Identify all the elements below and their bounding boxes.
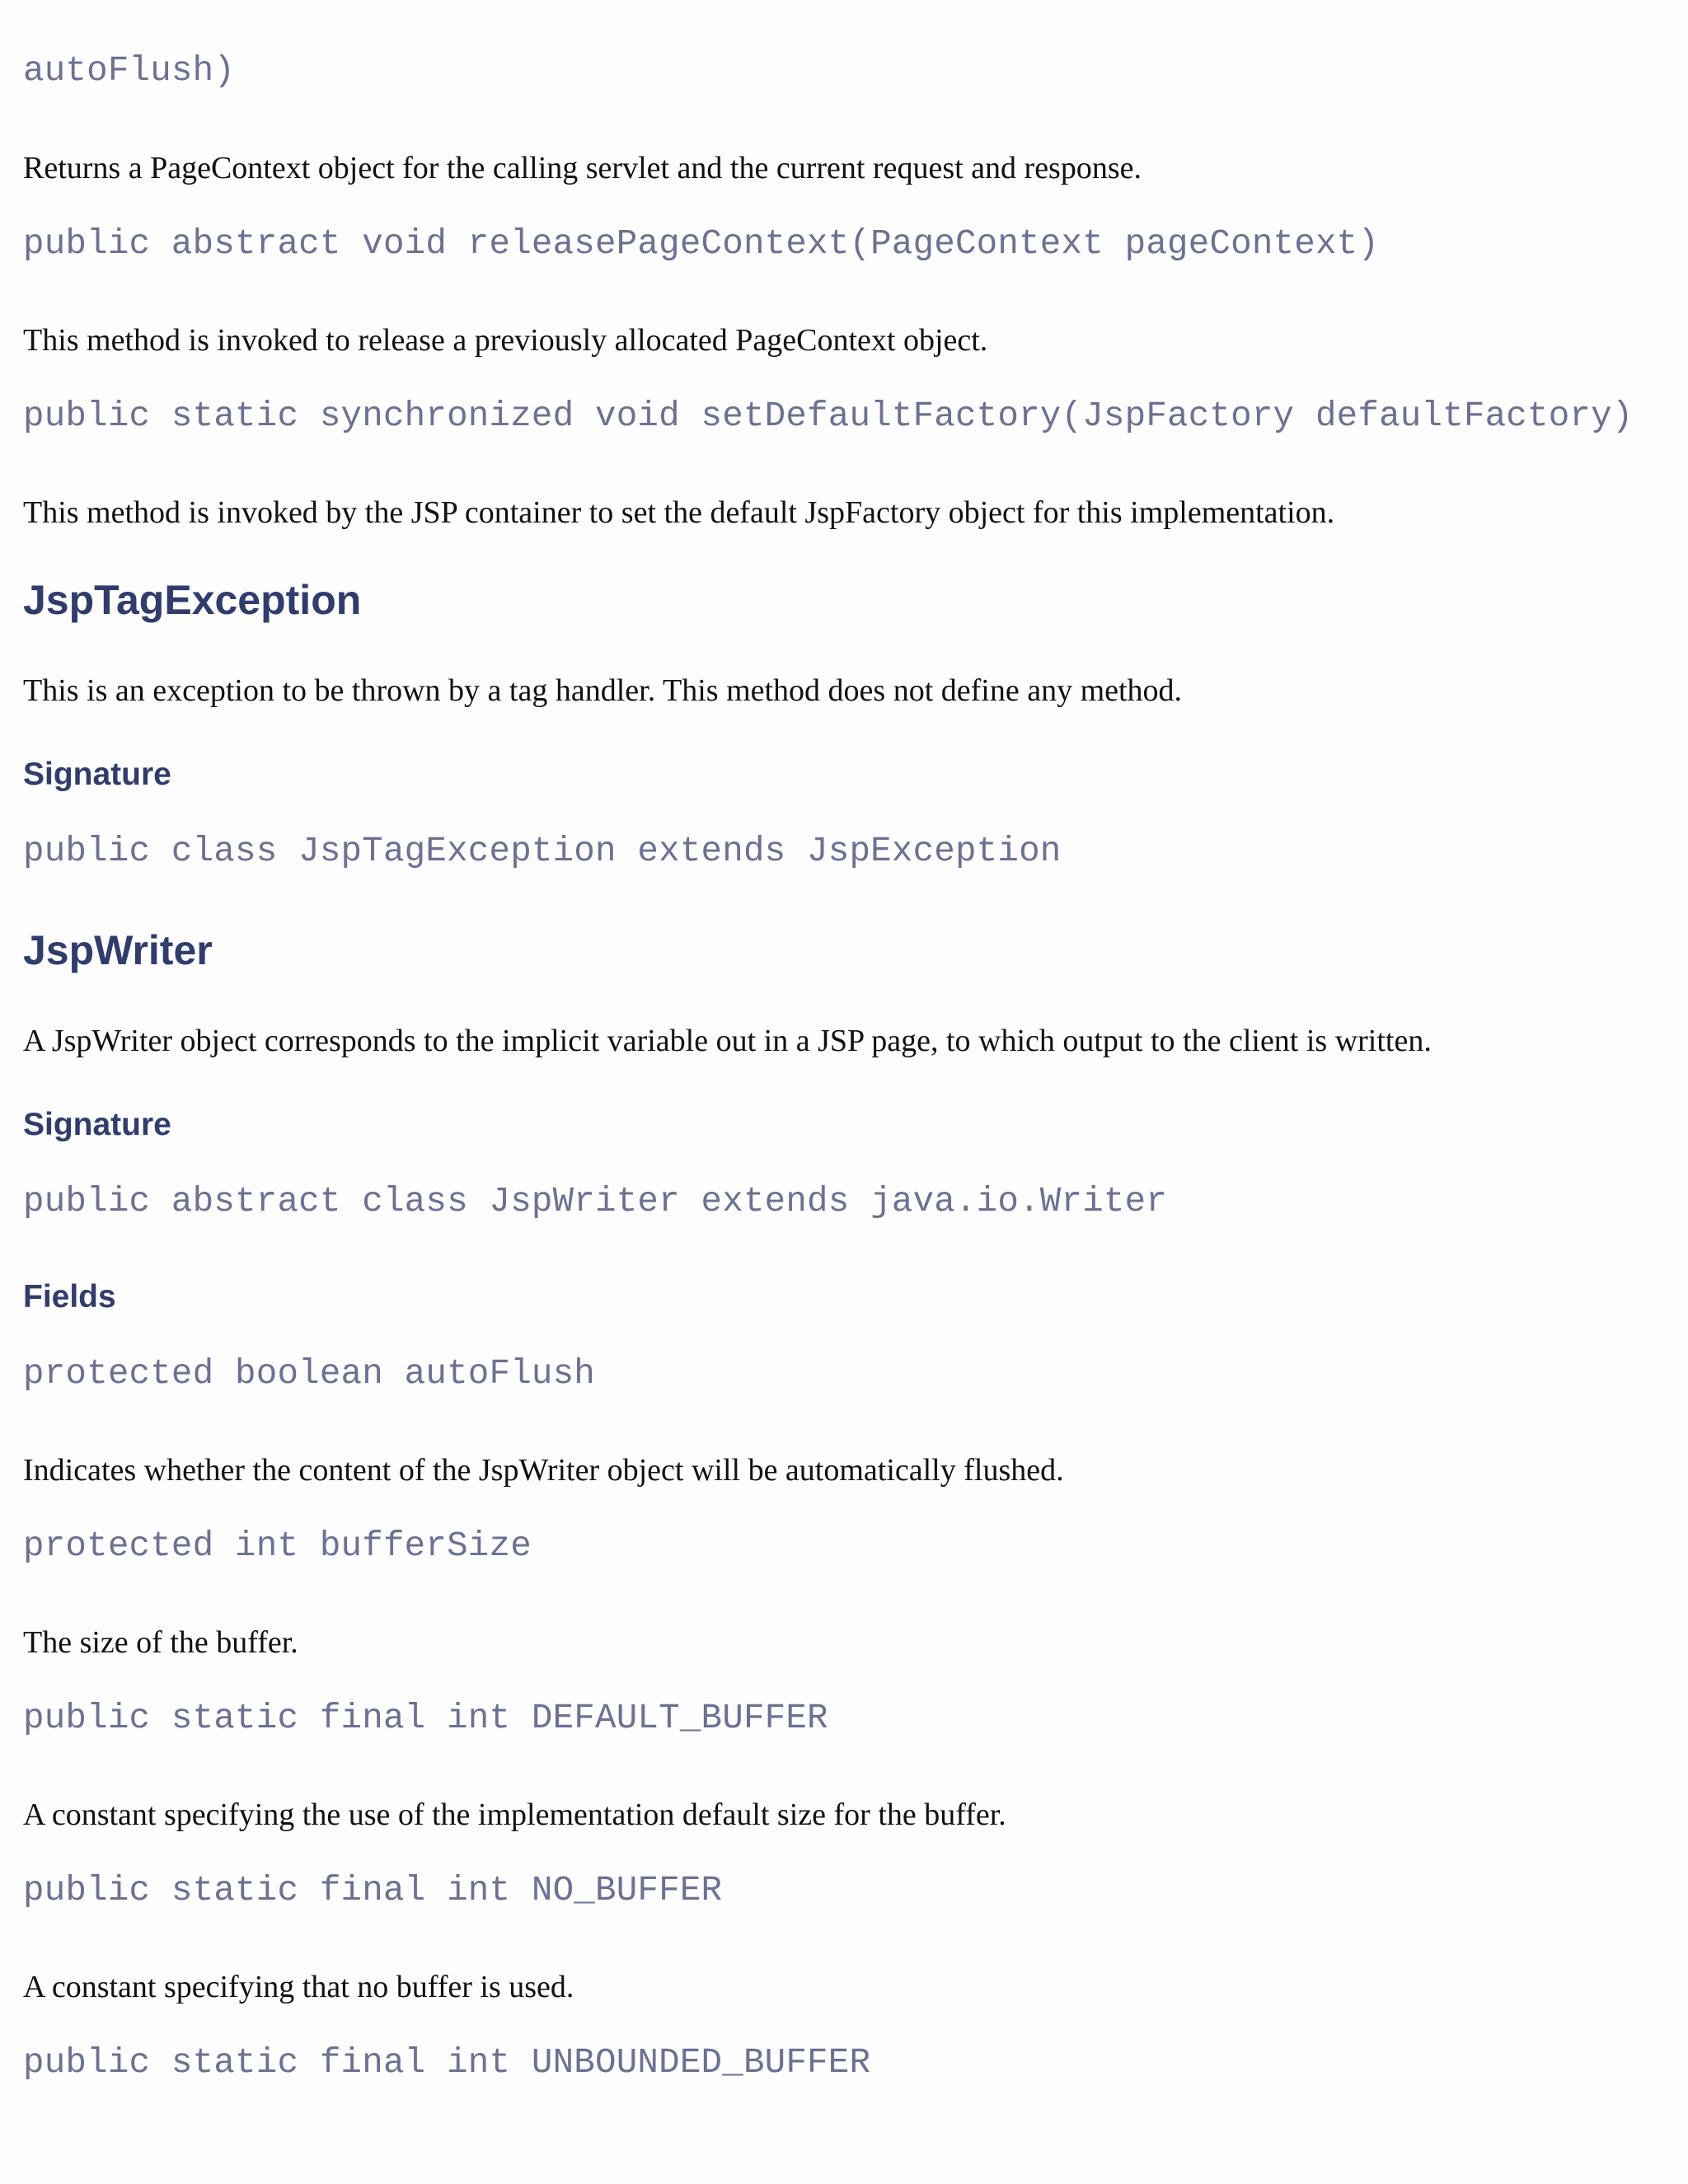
subheading-signature-tag-exception: Signature xyxy=(23,757,171,792)
code-field-buffersize: protected int bufferSize xyxy=(23,1526,532,1566)
desc-field-no-buffer: A constant specifying that no buffer is used. xyxy=(23,1970,574,2004)
code-autoflush-tail: autoFlush) xyxy=(23,51,236,91)
desc-jsp-writer: A JspWriter object corresponds to the implicit variable out in a JSP page, to which output to the client is written. xyxy=(23,1024,1432,1058)
desc-jsp-tag-exception: This is an exception to be thrown by a tag handler. This method does not define any method. xyxy=(23,673,1183,708)
code-field-unbounded-buffer: public static final int UNBOUNDED_BUFFER xyxy=(23,2043,871,2083)
desc-release-page-context: This method is invoked to release a previously allocated PageContext object. xyxy=(23,323,988,358)
code-set-default-factory: public static synchronized void setDefaultFactory(JspFactory defaultFactory) xyxy=(23,396,1634,436)
desc-field-buffersize: The size of the buffer. xyxy=(23,1625,298,1660)
desc-get-page-context: Returns a PageContext object for the calling servlet and the current request and response. xyxy=(23,151,1142,185)
code-field-no-buffer: public static final int NO_BUFFER xyxy=(23,1871,723,1910)
code-jsp-writer-signature: public abstract class JspWriter extends java.io.Writer xyxy=(23,1182,1168,1221)
subheading-fields: Fields xyxy=(23,1279,116,1315)
desc-set-default-factory: This method is invoked by the JSP container to set the default JspFactory object for this implementation. xyxy=(23,495,1335,530)
code-field-default-buffer: public static final int DEFAULT_BUFFER xyxy=(23,1699,828,1738)
heading-jsp-writer: JspWriter xyxy=(23,927,213,973)
code-field-autoflush: protected boolean autoFlush xyxy=(23,1354,596,1394)
subheading-signature-jsp-writer: Signature xyxy=(23,1107,171,1142)
code-release-page-context: public abstract void releasePageContext(PageContext pageContext) xyxy=(23,224,1380,264)
code-jsp-tag-exception-signature: public class JspTagException extends JspException xyxy=(23,832,1062,871)
desc-field-default-buffer: A constant specifying the use of the implementation default size for the buffer. xyxy=(23,1797,1006,1832)
desc-field-autoflush: Indicates whether the content of the JspWriter object will be automatically flushed. xyxy=(23,1453,1064,1488)
heading-jsp-tag-exception: JspTagException xyxy=(23,577,362,623)
